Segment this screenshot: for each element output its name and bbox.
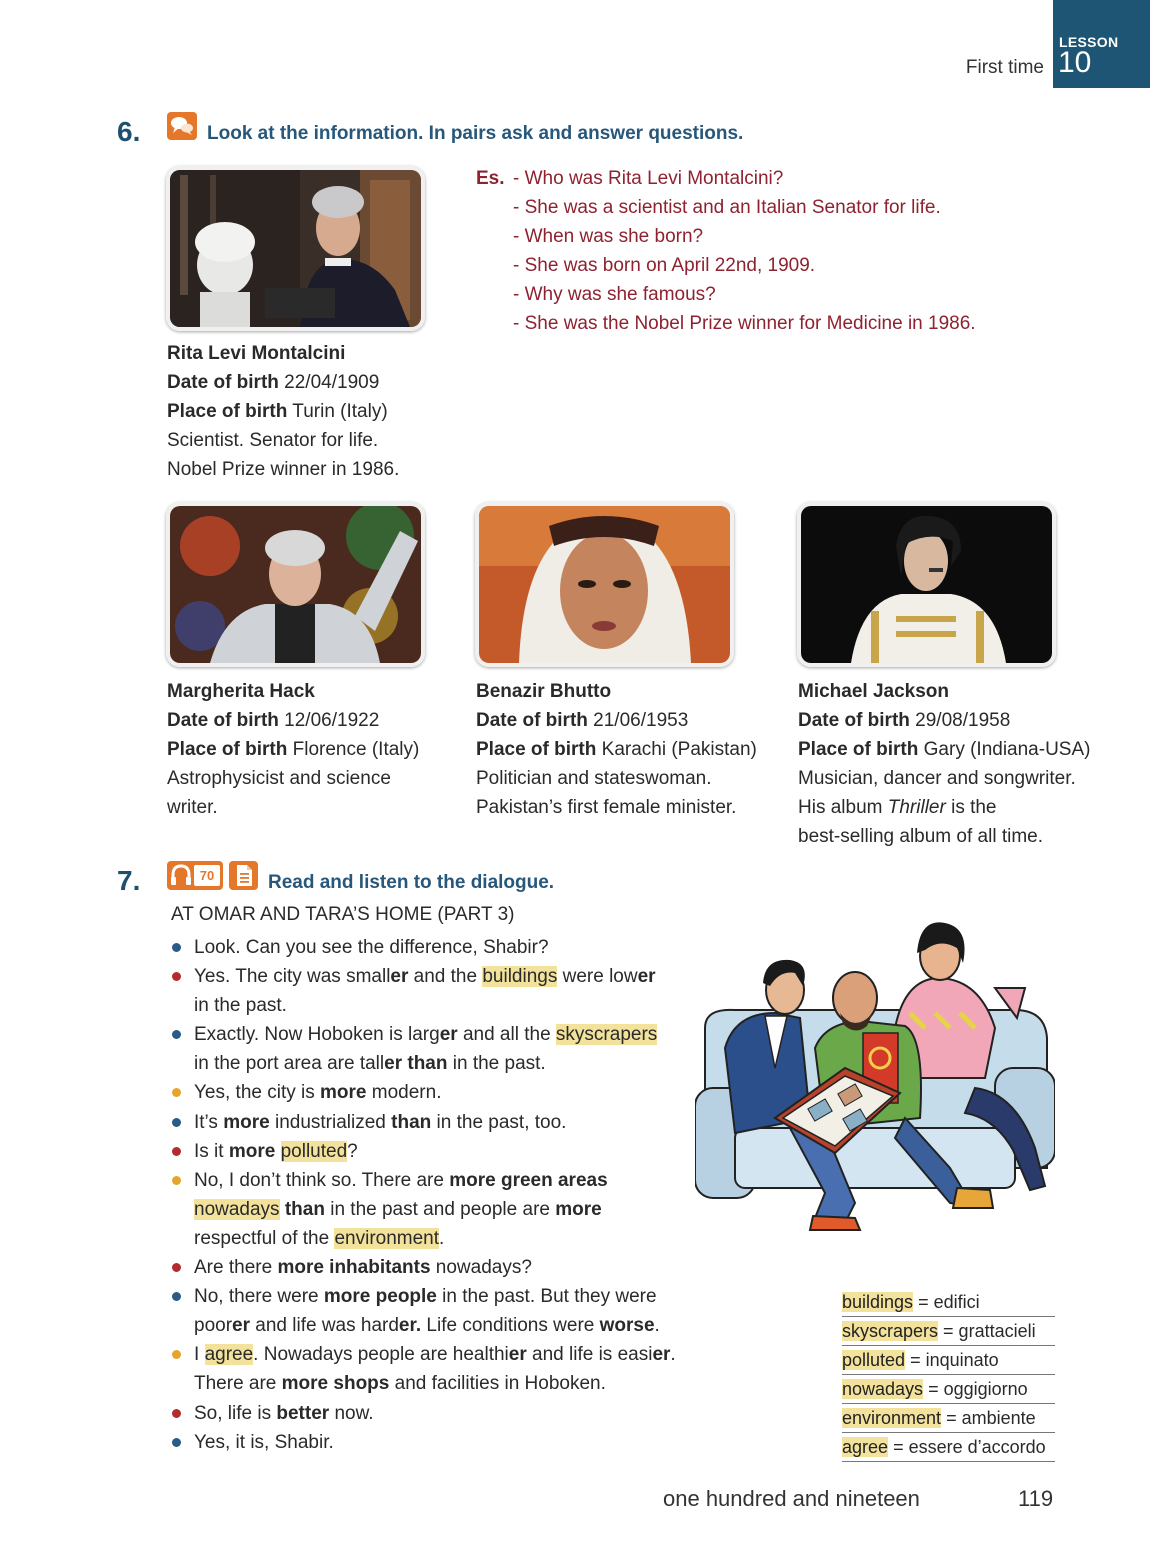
person-name: Michael Jackson bbox=[798, 681, 950, 702]
exercise-7-number: 7. bbox=[117, 865, 141, 896]
track-number: 70 bbox=[194, 865, 220, 886]
pob-label: Place of birth bbox=[476, 739, 597, 760]
speaker-dot-blue bbox=[172, 1118, 181, 1127]
dialogue-turn: Are there more inhabitants nowadays? bbox=[172, 1253, 702, 1282]
example-label: Es. bbox=[476, 168, 505, 189]
person-description: Politician and stateswoman. bbox=[476, 768, 712, 789]
person-description: Musician, dancer and songwriter. bbox=[798, 768, 1076, 789]
dialogue-turn: Yes. The city was smaller and the buildings were lower in the past. bbox=[172, 962, 702, 1020]
exercise-6-number: 6. bbox=[117, 116, 141, 147]
speaker-dot-blue bbox=[172, 1030, 181, 1039]
dialogue-turn: No, I don’t think so. There are more green areas nowadays than in the past and people are more respectful of the environment. bbox=[172, 1166, 702, 1253]
speaker-dot-yellow bbox=[172, 1088, 181, 1097]
person-name: Margherita Hack bbox=[167, 681, 315, 702]
photo-margherita-hack bbox=[166, 502, 425, 667]
person-description: Scientist. Senator for life. bbox=[167, 430, 379, 451]
audio-track-badge[interactable] bbox=[167, 861, 223, 890]
dialogue-turn: No, there were more people in the past. But they were poorer and life was harder. Life conditions were worse. bbox=[172, 1282, 702, 1340]
speech-bubbles-icon bbox=[167, 112, 197, 140]
person-description bbox=[798, 793, 1128, 822]
dialogue bbox=[172, 933, 702, 1457]
pob-value: Gary (Indiana-USA) bbox=[923, 739, 1091, 760]
glossary-term: agree bbox=[842, 1437, 889, 1457]
pob-value: Turin (Italy) bbox=[292, 401, 388, 422]
photo-benazir-bhutto bbox=[475, 502, 734, 667]
speaker-dot-red bbox=[172, 1147, 181, 1156]
dialogue-turn: Look. Can you see the difference, Shabir? bbox=[172, 933, 702, 962]
glossary bbox=[842, 1288, 1055, 1462]
glossary-row bbox=[842, 1346, 1055, 1375]
pob-label: Place of birth bbox=[798, 739, 919, 760]
example-line: - Who was Rita Levi Montalcini? bbox=[513, 168, 784, 189]
glossary-meaning: = essere d’accordo bbox=[893, 1437, 1046, 1457]
glossary-term: nowadays bbox=[842, 1379, 924, 1399]
pob-label: Place of birth bbox=[167, 401, 288, 422]
glossary-row bbox=[842, 1317, 1055, 1346]
dob-value: 29/08/1958 bbox=[915, 710, 1011, 731]
desc-text: His album bbox=[798, 797, 888, 818]
person-description: Nobel Prize winner in 1986. bbox=[167, 459, 400, 480]
dialogue-turn: Yes, it is, Shabir. bbox=[172, 1428, 702, 1457]
info-card-benazir bbox=[476, 677, 776, 822]
photo-michael-jackson bbox=[797, 502, 1056, 667]
lesson-number: 10 bbox=[1058, 46, 1092, 79]
document-icon bbox=[229, 861, 258, 890]
dob-label: Date of birth bbox=[476, 710, 588, 731]
person-name: Benazir Bhutto bbox=[476, 681, 612, 702]
exercise-7-instruction: Read and listen to the dialogue. bbox=[268, 872, 555, 893]
speaker-dot-red bbox=[172, 972, 181, 981]
pob-label: Place of birth bbox=[167, 739, 288, 760]
dob-value: 12/06/1922 bbox=[284, 710, 380, 731]
page-number-words: one hundred and nineteen bbox=[663, 1486, 920, 1511]
example-line: - She was the Nobel Prize winner for Medicine in 1986. bbox=[513, 313, 976, 334]
info-card-rita bbox=[167, 339, 457, 484]
person-description: writer. bbox=[167, 797, 218, 818]
speaker-dot-blue bbox=[172, 1438, 181, 1447]
glossary-term: buildings bbox=[842, 1292, 914, 1312]
glossary-term: polluted bbox=[842, 1350, 906, 1370]
dialogue-turn: I agree. Nowadays people are healthier and life is easier. There are more shops and facilities in Hoboken. bbox=[172, 1340, 702, 1398]
header-title: First time bbox=[965, 57, 1044, 78]
photo-rita-levi-montalcini bbox=[166, 166, 425, 331]
illustration-family-photo-album bbox=[695, 918, 1055, 1248]
glossary-row bbox=[842, 1288, 1055, 1317]
exercise-6-instruction: Look at the information. In pairs ask and answer questions. bbox=[207, 123, 744, 144]
info-card-margherita bbox=[167, 677, 457, 822]
person-description: Pakistan’s first female minister. bbox=[476, 797, 737, 818]
glossary-meaning: = ambiente bbox=[946, 1408, 1036, 1428]
speaker-dot-yellow bbox=[172, 1176, 181, 1185]
speaker-dot-blue bbox=[172, 1292, 181, 1301]
dialogue-turn: It’s more industrialized than in the past, too. bbox=[172, 1108, 702, 1137]
example-line: - When was she born? bbox=[513, 226, 704, 247]
speaker-dot-red bbox=[172, 1263, 181, 1272]
glossary-row bbox=[842, 1433, 1055, 1462]
person-description: best-selling album of all time. bbox=[798, 826, 1043, 847]
glossary-meaning: = grattacieli bbox=[943, 1321, 1036, 1341]
dob-label: Date of birth bbox=[798, 710, 910, 731]
glossary-row bbox=[842, 1404, 1055, 1433]
dialogue-turn: So, life is better now. bbox=[172, 1399, 702, 1428]
glossary-meaning: = edifici bbox=[918, 1292, 980, 1312]
glossary-term: environment bbox=[842, 1408, 942, 1428]
headphones-icon bbox=[169, 861, 193, 890]
dialogue-turn: Yes, the city is more modern. bbox=[172, 1078, 702, 1107]
glossary-meaning: = oggigiorno bbox=[928, 1379, 1028, 1399]
dialogue-turn: Is it more polluted? bbox=[172, 1137, 702, 1166]
speaker-dot-yellow bbox=[172, 1350, 181, 1359]
album-title: Thriller bbox=[887, 797, 946, 818]
example-line: - She was born on April 22nd, 1909. bbox=[513, 255, 816, 276]
page-number: 119 bbox=[1018, 1486, 1054, 1511]
desc-text: is the bbox=[945, 797, 997, 818]
info-card-michael bbox=[798, 677, 1128, 851]
dob-label: Date of birth bbox=[167, 710, 279, 731]
glossary-meaning: = inquinato bbox=[910, 1350, 999, 1370]
dialogue-title: AT OMAR AND TARA’S HOME (PART 3) bbox=[171, 904, 515, 925]
dob-value: 21/06/1953 bbox=[593, 710, 689, 731]
example-line: - She was a scientist and an Italian Senator for life. bbox=[513, 197, 941, 218]
lesson-label: LESSON bbox=[1059, 34, 1119, 50]
dob-label: Date of birth bbox=[167, 372, 279, 393]
speaker-dot-blue bbox=[172, 943, 181, 952]
person-name: Rita Levi Montalcini bbox=[167, 343, 346, 364]
pob-value: Karachi (Pakistan) bbox=[601, 739, 757, 760]
pob-value: Florence (Italy) bbox=[292, 739, 420, 760]
example-line: - Why was she famous? bbox=[513, 284, 716, 305]
glossary-row bbox=[842, 1375, 1055, 1404]
glossary-term: skyscrapers bbox=[842, 1321, 939, 1341]
dob-value: 22/04/1909 bbox=[284, 372, 380, 393]
person-description: Astrophysicist and science bbox=[167, 768, 391, 789]
speaker-dot-red bbox=[172, 1409, 181, 1418]
dialogue-turn: Exactly. Now Hoboken is larger and all the skyscrapers in the port area are taller than in the past. bbox=[172, 1020, 702, 1078]
lesson-tab bbox=[1053, 0, 1150, 88]
